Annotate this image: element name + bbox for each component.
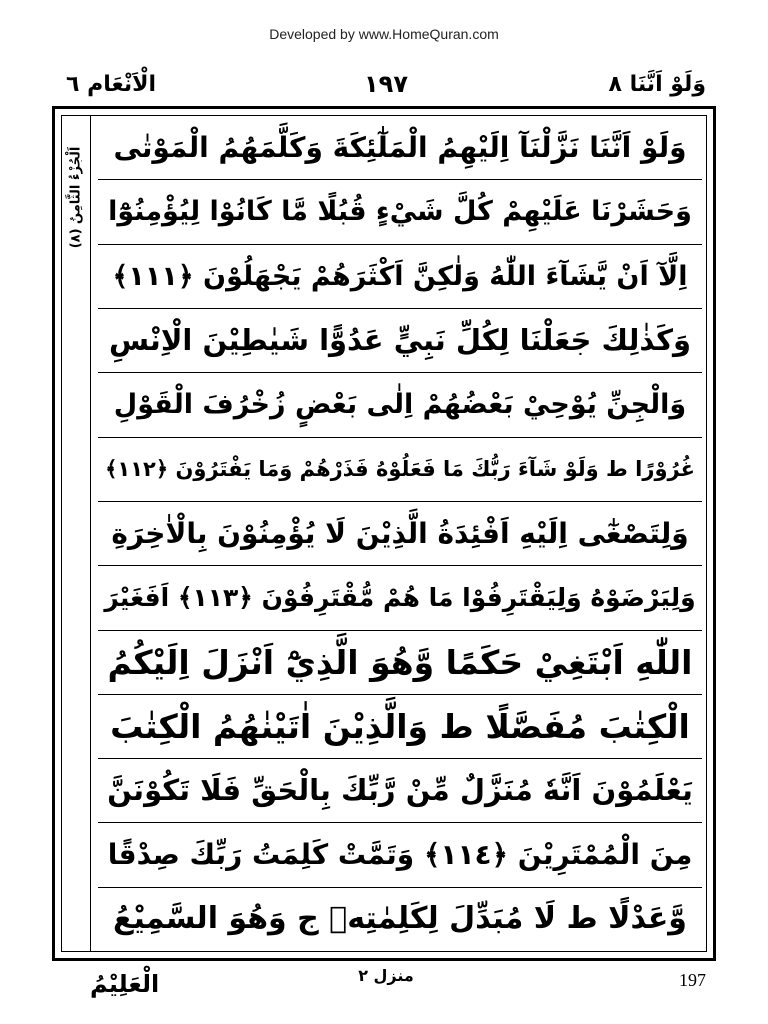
verse-line: وَحَشَرْنَا عَلَيْهِمْ كُلَّ شَيْءٍ قُبُلًا مَّا كَانُوْا لِيُؤْمِنُوْٓا <box>98 180 702 244</box>
juz-side-note-text: اَلْجُزْءُ الثَّامِنُ (٨) <box>68 146 84 248</box>
verse-line: وَلَوْ اَنَّنَا نَزَّلْنَآ اِلَيْهِمُ الْمَلٰٓئِكَةَ وَكَلَّمَهُمُ الْمَوْتٰى <box>98 116 702 180</box>
manzil-label: منزل ٢ <box>358 966 414 985</box>
verse-line: مِنَ الْمُمْتَرِيْنَ ﴿١١٤﴾ وَتَمَّتْ كَلِمَتُ رَبِّكَ صِدْقًا <box>98 823 702 887</box>
surah-name: الْاَنْعَام ٦ <box>66 72 157 97</box>
verse-line: غُرُوْرًا ط وَلَوْ شَآءَ رَبُّكَ مَا فَعَلُوْهُ فَذَرْهُمْ وَمَا يَفْتَرُوْنَ ﴿١١٢﴾ <box>98 438 702 502</box>
verse-line: وَلِيَرْضَوْهُ وَلِيَقْتَرِفُوْا مَا هُمْ مُّقْتَرِفُوْنَ ﴿١١٣﴾ اَفَغَيْرَ <box>98 566 702 630</box>
juz-name: وَلَوْ اَنَّنَا ٨ <box>608 72 706 97</box>
verse-line: وَّعَدْلًا ط لَا مُبَدِّلَ لِكَلِمٰتِهٖ ج وَهُوَ السَّمِيْعُ <box>113 901 687 937</box>
page-number: 197 <box>679 970 706 990</box>
verse-line: يَعْلَمُوْنَ اَنَّهٗ مُنَزَّلٌ مِّنْ رَّبِّكَ بِالْحَقِّ فَلَا تَكُوْنَنَّ <box>98 759 702 823</box>
catchword: الْعَلِيْمُ <box>90 970 160 998</box>
text-frame <box>52 106 716 961</box>
developer-credit: Developed by www.HomeQuran.com <box>269 26 499 42</box>
verse-line: وَالْجِنِّ يُوْحِيْ بَعْضُهُمْ اِلٰى بَعْضٍ زُخْرُفَ الْقَوْلِ <box>98 373 702 437</box>
verse-lines <box>98 116 702 951</box>
side-divider <box>90 116 91 951</box>
verse-line: اِلَّآ اَنْ يَّشَآءَ اللّٰهُ وَلٰكِنَّ اَكْثَرَهُمْ يَجْهَلُوْنَ ﴿١١١﴾ <box>98 245 702 309</box>
verse-line: اللّٰهِ اَبْتَغِيْ حَكَمًا وَّهُوَ الَّذِيْٓ اَنْزَلَ اِلَيْكُمُ <box>98 631 702 695</box>
verse-line: الْكِتٰبَ مُفَصَّلًا ط وَالَّذِيْنَ اٰتَيْنٰهُمُ الْكِتٰبَ <box>98 695 702 759</box>
arabic-page-number: ١٩٧ <box>364 70 408 98</box>
text-frame-inner <box>61 115 707 952</box>
verse-line: وَلِتَصْغٰٓى اِلَيْهِ اَفْئِدَةُ الَّذِيْنَ لَا يُؤْمِنُوْنَ بِالْاٰخِرَةِ <box>98 502 702 566</box>
page-header <box>66 70 706 104</box>
juz-side-note <box>62 122 90 272</box>
page-footer <box>66 966 706 1006</box>
verse-line: وَكَذٰلِكَ جَعَلْنَا لِكُلِّ نَبِيٍّ عَدُوًّا شَيٰطِيْنَ الْاِنْسِ <box>98 309 702 373</box>
